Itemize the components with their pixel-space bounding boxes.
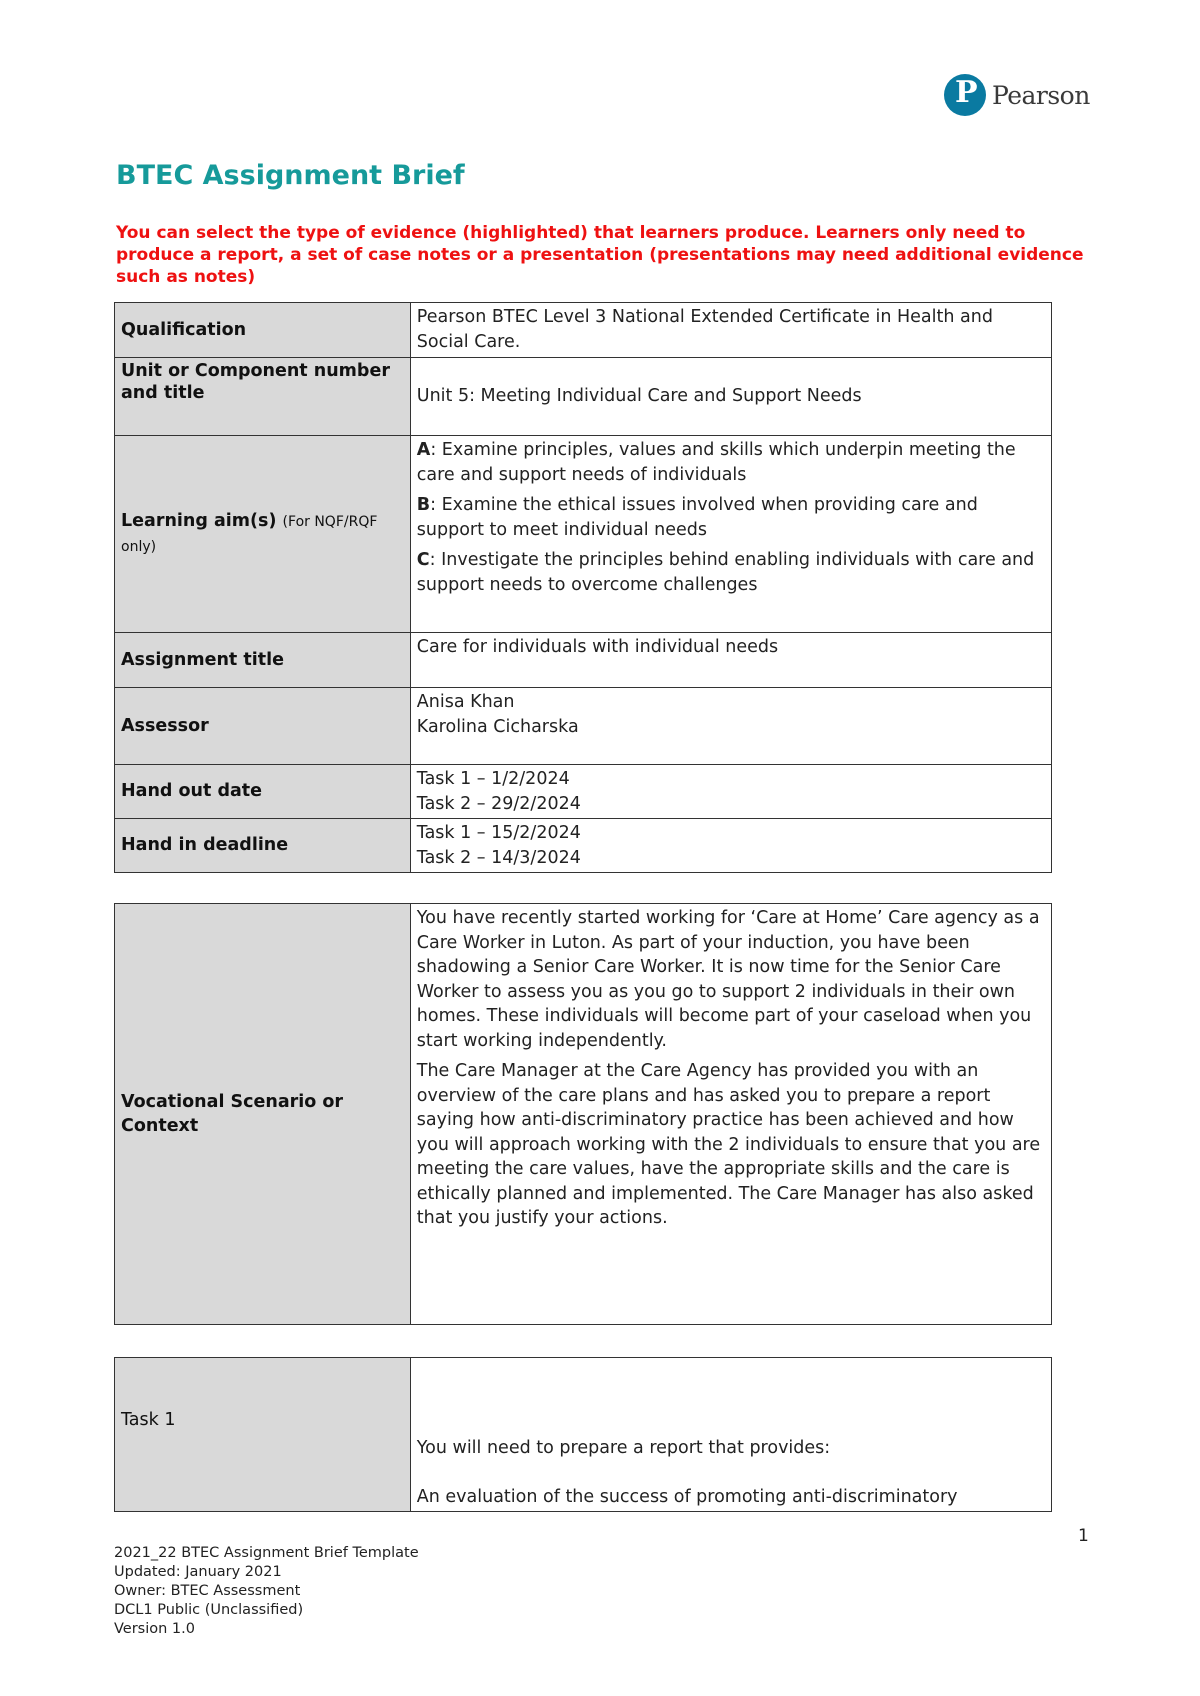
table-row: [115, 633, 1052, 688]
footer-line: 2021_22 BTEC Assignment Brief Template: [114, 1545, 419, 1561]
task-line: An evaluation of the success of promoting anti-discriminatory: [416, 1486, 958, 1507]
footer-line: Owner: BTEC Assessment: [114, 1583, 301, 1599]
hand-out-date-value: Task 1 – 1/2/2024 Task 2 – 29/2/2024: [410, 765, 1051, 819]
learning-aim-a: A: Examine principles, values and skills which underpin meeting the care and support needs of individuals: [416, 440, 1016, 485]
qualification-value: Pearson BTEC Level 3 National Extended Certificate in Health and Social Care.: [410, 303, 1051, 358]
hand-in-deadline-label: Hand in deadline: [115, 819, 411, 873]
document-footer: [114, 1544, 419, 1639]
assessor-label: Assessor: [115, 688, 411, 765]
scenario-paragraph: The Care Manager at the Care Agency has provided you with an overview of the care plans and has asked you to prepare a report saying how anti-discriminatory practice has been achieved and how you will approach working with the 2 individuals to ensure that you are meeting the care values, have the appropriate skills and the care is ethically planned and implemented. The Care Manager has also asked that you justify your actions.: [416, 1061, 1041, 1228]
footer-line: Version 1.0: [114, 1621, 195, 1637]
page-number: 1: [1078, 1526, 1089, 1546]
assessor-name: Karolina Cicharska: [416, 716, 579, 737]
table-row: [115, 358, 1052, 436]
assignment-details-table: [114, 302, 1052, 873]
scenario-text: [410, 904, 1051, 1325]
table-row: [115, 688, 1052, 765]
footer-line: Updated: January 2021: [114, 1564, 282, 1580]
learning-aim-b: B: Examine the ethical issues involved when providing care and support to meet individual needs: [416, 495, 978, 540]
qualification-label: Qualification: [115, 303, 411, 358]
scenario-paragraph: You have recently started working for ‘Care at Home’ Care agency as a Care Worker in Luton. As part of your induction, you have been shadowing a Senior Care Worker. It is now time for the Senior Care Worker to assess you as you go to support 2 individuals in their own homes. These individuals will become part of your caseload when you start working independently.: [416, 908, 1040, 1051]
pearson-logo: [944, 74, 1090, 116]
learning-aims-list: [410, 436, 1051, 633]
page-title: BTEC Assignment Brief: [116, 160, 465, 191]
task-intro: You will need to prepare a report that provides:: [416, 1438, 831, 1458]
table-row: [115, 765, 1052, 819]
scenario-label: Vocational Scenario or Context: [115, 904, 411, 1325]
table-row: [115, 819, 1052, 873]
unit-value: Unit 5: Meeting Individual Care and Support Needs: [410, 358, 1051, 436]
table-row: [115, 303, 1052, 358]
unit-label: Unit or Component number and title: [115, 358, 411, 436]
evidence-instruction-note: You can select the type of evidence (highlighted) that learners produce. Learners only need to produce a report, a set of case notes or a presentation (presentations may need additional evidence such as notes): [116, 223, 1084, 287]
task-label: Task 1: [115, 1358, 411, 1512]
assessor-value: [410, 688, 1051, 765]
assignment-title-label: Assignment title: [115, 633, 411, 688]
hand-out-date-label: Hand out date: [115, 765, 411, 819]
pearson-wordmark: Pearson: [992, 80, 1090, 110]
pearson-logo-icon: P: [944, 74, 986, 116]
hand-in-deadline-value: Task 1 – 15/2/2024 Task 2 – 14/3/2024: [410, 819, 1051, 873]
learning-aim-c: C: Investigate the principles behind enabling individuals with care and support needs to overcome challenges: [416, 550, 1035, 595]
scenario-table: [114, 903, 1052, 1325]
table-row: [115, 1358, 1052, 1512]
learning-aims-note: (For NQF/RQF only): [121, 513, 378, 555]
assessor-name: Anisa Khan: [416, 692, 515, 712]
assignment-title-value: Care for individuals with individual needs: [410, 633, 1051, 688]
table-row: [115, 904, 1052, 1325]
footer-line: DCL1 Public (Unclassified): [114, 1602, 304, 1618]
task-description: [410, 1358, 1051, 1512]
table-row: [115, 436, 1052, 633]
task-table: [114, 1357, 1052, 1512]
learning-aims-label: Learning aim(s) (For NQF/RQF only): [115, 436, 411, 633]
